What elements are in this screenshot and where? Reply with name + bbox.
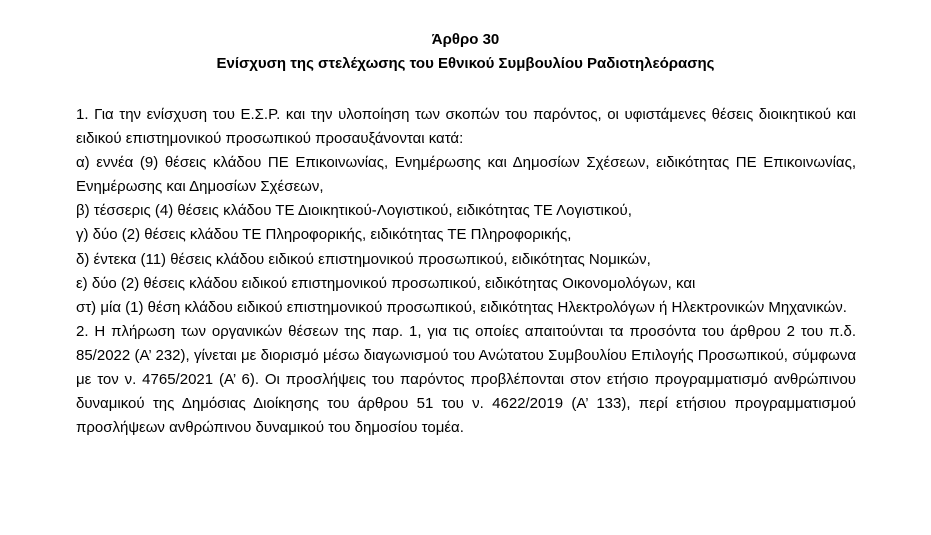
article-number: Άρθρο 30: [431, 31, 500, 48]
list-item-a: α) εννέα (9) θέσεις κλάδου ΠΕ Επικοινωνίας, Ενημέρωσης και Δημοσίων Σχέσεων, ειδικότητας ΠΕ Επικοινωνίας, Ενημέρωσης και Δημοσίων Σχέσεων,: [76, 154, 856, 196]
list-item-b: β) τέσσερις (4) θέσεις κλάδου ΤΕ Διοικητικού-Λογιστικού, ειδικότητας ΤΕ Λογιστικού,: [76, 202, 632, 220]
list-item-e: ε) δύο (2) θέσεις κλάδου ειδικού επιστημονικού προσωπικού, ειδικότητας Οικονομολόγων, και: [76, 274, 696, 292]
paragraph-1-intro: 1. Για την ενίσχυση του Ε.Σ.Ρ. και την υλοποίηση των σκοπών του παρόντος, οι υφιστάμενες θέσεις διοικητικού και ειδικού επιστημονικού προσωπικού προσαυξάνονται κατά:: [76, 106, 856, 148]
paragraph-2: 2. Η πλήρωση των οργανικών θέσεων της παρ. 1, για τις οποίες απαιτούνται τα προσόντα του άρθρου 2 του π.δ. 85/2022 (Α’ 232), γίνεται με διορισμό μέσω διαγωνισμού του Ανώτατου Συμβουλίου Επιλογής Προσωπικού, σύμφωνα με τον ν. 4765/2021 (Α’ 6). Οι προσλήψεις του παρόντος προβλέπονται στον ετήσιο προγραμματισμό ανθρώπινου δυναμικού της Δημόσιας Διοίκησης του άρθρου 51 του ν. 4622/2019 (Α’ 133), περί ετήσιου προγραμματισμού προσλήψεων ανθρώπινου δυναμικού του δημοσίου τομέα.: [76, 322, 856, 437]
article-body: [76, 103, 856, 440]
article-heading: Ενίσχυση της στελέχωσης του Εθνικού Συμβουλίου Ραδιοτηλεόρασης: [216, 55, 715, 72]
list-item-c: γ) δύο (2) θέσεις κλάδου ΤΕ Πληροφορικής, ειδικότητας ΤΕ Πληροφορικής,: [76, 226, 572, 244]
list-item-f: στ) μία (1) θέση κλάδου ειδικού επιστημονικού προσωπικού, ειδικότητας Ηλεκτρολόγων ή Ηλεκτρονικών Μηχανικών.: [76, 298, 847, 316]
list-item-d: δ) έντεκα (11) θέσεις κλάδου ειδικού επιστημονικού προσωπικού, ειδικότητας Νομικών,: [76, 250, 651, 268]
